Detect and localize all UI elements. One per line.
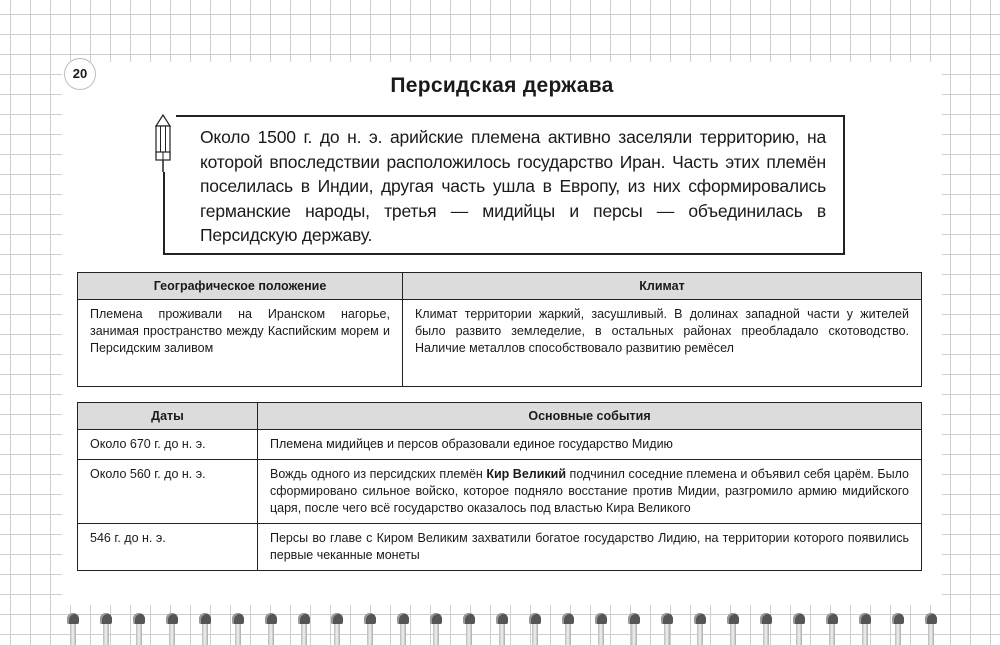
spiral-ring-icon	[826, 613, 838, 644]
spiral-ring-icon	[694, 613, 706, 644]
spiral-ring-icon	[859, 613, 871, 644]
header-geography: Географическое положение	[78, 273, 403, 300]
table-row	[78, 460, 922, 524]
spiral-ring-icon	[265, 613, 277, 644]
date-cell: 546 г. до н. э.	[78, 524, 258, 571]
event-text: Вождь одного из персидских племён	[270, 467, 487, 481]
event-cell: Племена мидийцев и персов образовали единое государство Мидию	[258, 430, 922, 460]
spiral-binding	[0, 605, 1000, 644]
spiral-ring-icon	[496, 613, 508, 644]
spiral-ring-icon	[430, 613, 442, 644]
event-text: подчинил соседние племена и объявил себя царём. Было сформировано сильное войско, которое подняло восстание против Мидии, разгромило армию мидийского царя, после чего всё государство оказалось под властью Кира Великого	[270, 467, 909, 515]
spiral-ring-icon	[661, 613, 673, 644]
header-climate: Климат	[403, 273, 922, 300]
geography-cell: Племена проживали на Иранском нагорье, занимая пространство между Каспийским морем и Персидским заливом	[78, 300, 403, 387]
geography-climate-table	[77, 272, 922, 387]
spiral-ring-icon	[463, 613, 475, 644]
spiral-ring-icon	[595, 613, 607, 644]
table-row	[78, 524, 922, 571]
spiral-ring-icon	[529, 613, 541, 644]
spiral-ring-icon	[100, 613, 112, 644]
spiral-ring-icon	[298, 613, 310, 644]
date-cell: Около 670 г. до н. э.	[78, 430, 258, 460]
page-title: Персидская держава	[390, 74, 614, 97]
spiral-ring-icon	[67, 613, 79, 644]
spiral-ring-icon	[166, 613, 178, 644]
spiral-ring-icon	[397, 613, 409, 644]
spiral-ring-icon	[232, 613, 244, 644]
pencil-icon	[150, 112, 176, 172]
event-highlight-name: Кир Великий	[486, 467, 567, 481]
spiral-ring-icon	[331, 613, 343, 644]
spiral-ring-icon	[199, 613, 211, 644]
spiral-ring-icon	[793, 613, 805, 644]
climate-cell: Климат территории жаркий, засушливый. В долинах западной части у жителей было развито земледелие, в остальных районах преобладало скотоводство. Наличие металлов способствовало развитию ремёсел	[403, 300, 922, 387]
spiral-ring-icon	[133, 613, 145, 644]
spiral-ring-icon	[628, 613, 640, 644]
header-events: Основные события	[258, 403, 922, 430]
table-row	[78, 300, 922, 387]
table-header-row	[78, 403, 922, 430]
intro-text: Около 1500 г. до н. э. арийские племена активно заселяли территорию, на которой впоследствии расположилось государство Иран. Часть этих племён поселилась в Индии, другая часть ушла в Европу, из них сформировались германские народы, третья — мидийцы и персы — объединилась в Персидскую державу.	[200, 127, 826, 245]
page-number: 20	[64, 58, 96, 90]
event-cell: Персы во главе с Киром Великим захватили богатое государство Лидию, на территории которого появились первые чеканные монеты	[258, 524, 922, 571]
spiral-ring-icon	[925, 613, 937, 644]
spiral-ring-icon	[760, 613, 772, 644]
date-cell: Около 560 г. до н. э.	[78, 460, 258, 524]
spiral-ring-icon	[892, 613, 904, 644]
table-header-row	[78, 273, 922, 300]
event-cell	[258, 460, 922, 524]
spiral-ring-icon	[364, 613, 376, 644]
table-row	[78, 430, 922, 460]
spiral-ring-icon	[562, 613, 574, 644]
events-table	[77, 402, 922, 571]
spiral-ring-icon	[727, 613, 739, 644]
header-dates: Даты	[78, 403, 258, 430]
